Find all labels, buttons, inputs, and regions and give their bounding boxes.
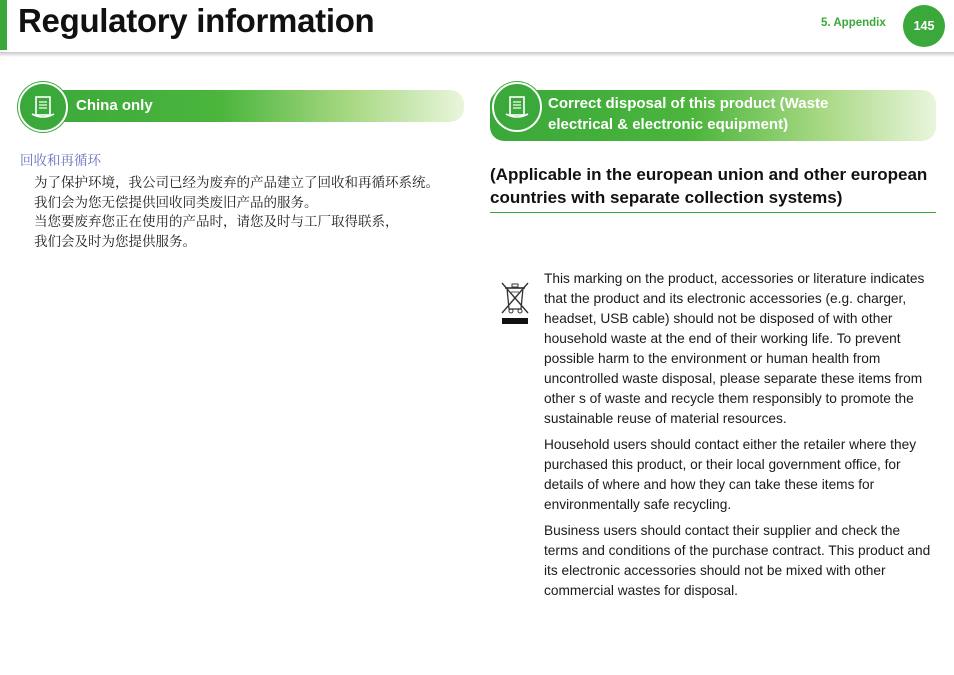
disposal-section-heading (490, 90, 936, 141)
section-reference: 5. Appendix (821, 17, 886, 29)
disposal-paragraph: Business users should contact their supplier and check the terms and conditions of the purchase contract. This product and its electronic accessories should not be mixed with other commercial wastes for disposal. (544, 523, 931, 598)
china-paragraph: 为了保护环境，我公司已经为废弃的产品建立了回收和再循环系统。 (34, 175, 439, 191)
disposal-paragraph: Household users should contact either the retailer where they purchased this product, or their local government office, for details of where and how they can take these items for environmentally safe recycling. (544, 437, 917, 512)
china-text-block (34, 174, 474, 252)
china-paragraph: 当您要废弃您正在使用的产品时，请您及时与工厂取得联系， (34, 214, 399, 230)
disposal-body-text (544, 269, 936, 607)
china-paragraph: 我们会为您无偿提供回收同类废旧产品的服务。 (34, 194, 318, 211)
left-accent-bar (0, 0, 7, 50)
header-divider (0, 52, 954, 57)
china-section-heading-label: China only (76, 97, 153, 114)
china-section-heading (20, 90, 464, 122)
disposal-paragraph: This marking on the product, accessories or literature indicates that the product and its electronic accessories (e.g. charger, headset, USB cable) should not be disposed of with other household waste at the end of their working life. To prevent possible harm to the environment or human health from uncontrolled waste disposal, please separate these items from other s of waste and recycle them responsibly to promote the sustainable reuse of material resources. (544, 271, 925, 426)
crossed-out-wheelie-bin-icon (498, 278, 532, 326)
china-paragraph: 我们会及时为您提供服务。 (34, 233, 196, 250)
page-title: Regulatory information (18, 2, 375, 39)
page-number-badge: 145 (903, 5, 945, 47)
document-icon (18, 82, 68, 132)
eu-applicability-heading: (Applicable in the european union and other european countries with separate collection systems) (490, 163, 936, 213)
document-icon (492, 82, 542, 132)
disposal-heading-line-2: electrical & electronic equipment) (548, 116, 789, 133)
china-subtitle: 回收和再循环 (20, 153, 101, 169)
disposal-heading-line-1: Correct disposal of this product (Waste (548, 95, 829, 112)
disposal-section-heading-label (548, 93, 828, 135)
